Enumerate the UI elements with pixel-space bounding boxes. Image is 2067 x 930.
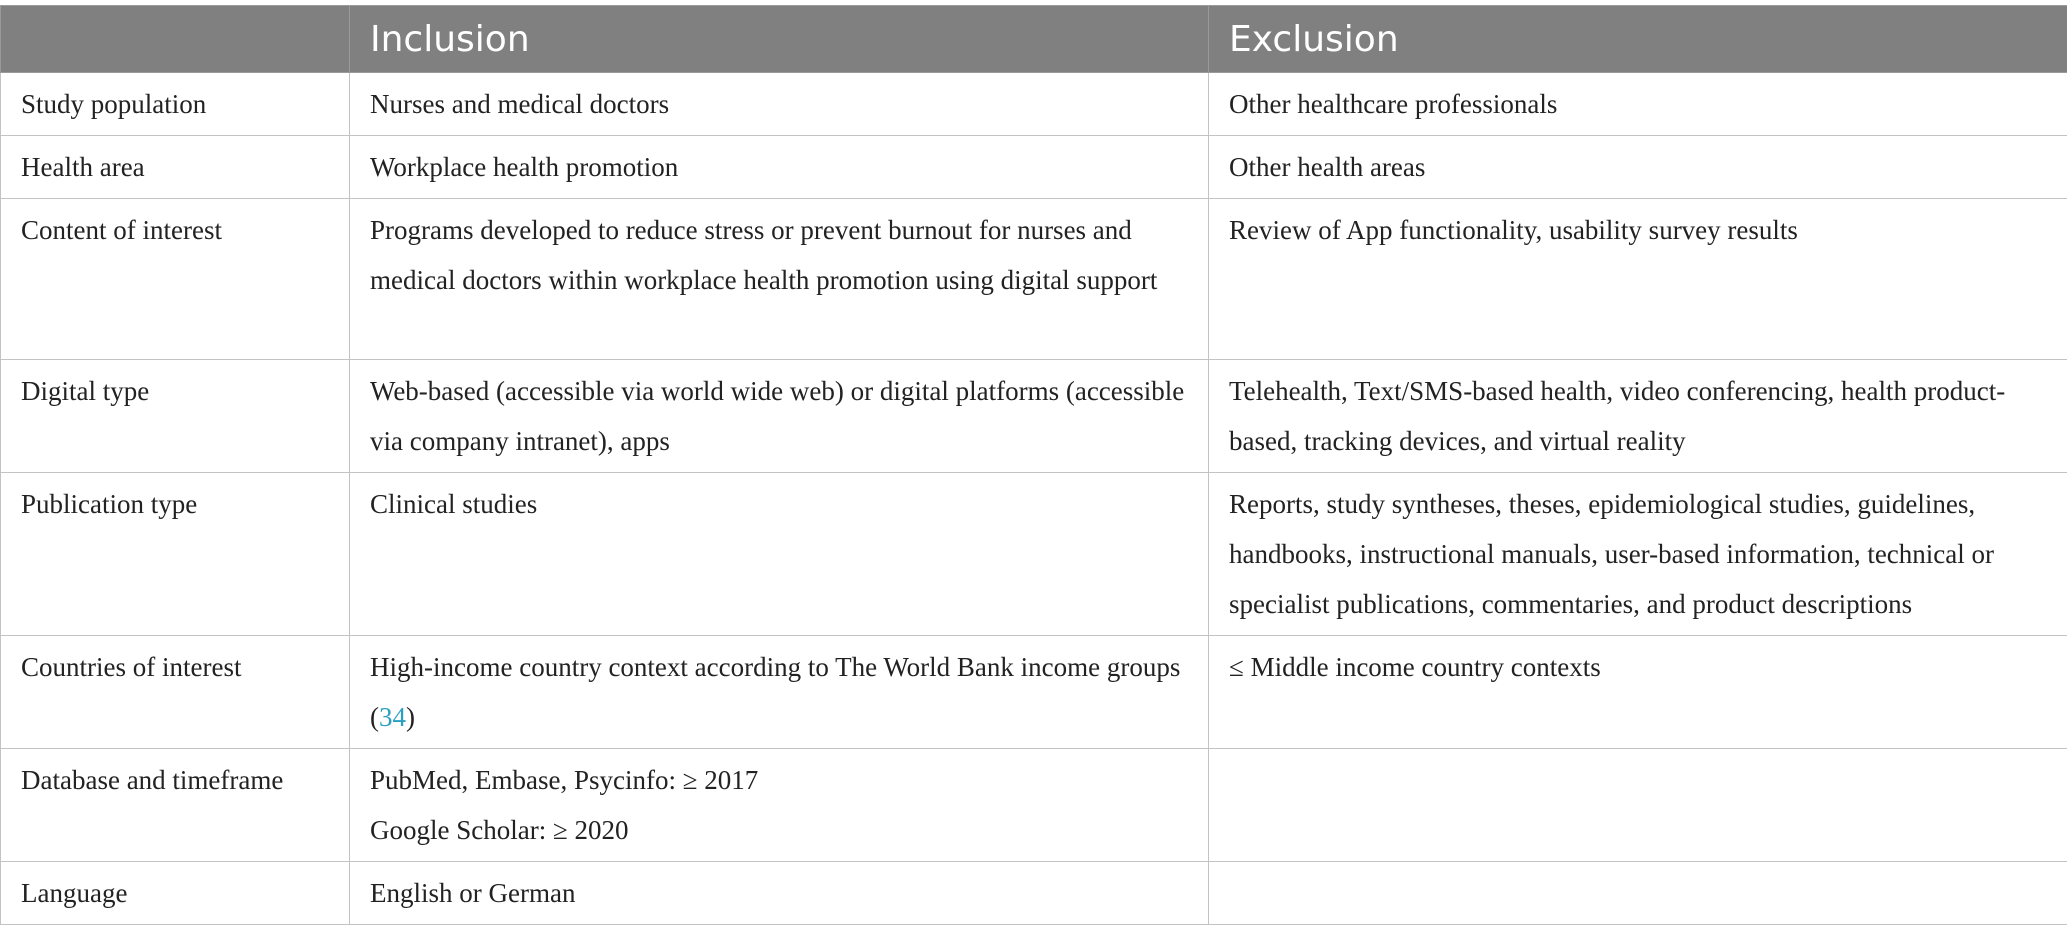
table-row: [1, 136, 2067, 199]
table-row: [1, 360, 2067, 473]
table-row: [1, 862, 2067, 925]
inclusion-cell: Clinical studies: [350, 473, 1209, 636]
exclusion-cell: [1209, 749, 2067, 862]
row-label: Digital type: [1, 360, 350, 473]
row-label: Study population: [1, 73, 350, 136]
table-row: [1, 199, 2067, 360]
criteria-table: [0, 5, 2067, 925]
row-label: Countries of interest: [1, 636, 350, 749]
exclusion-cell: Telehealth, Text/SMS-based health, video conferencing, health product-based, tracking devices, and virtual reality: [1209, 360, 2067, 473]
exclusion-cell: Reports, study syntheses, theses, epidemiological studies, guidelines, handbooks, instructional manuals, user-based information, technical or specialist publications, commentaries, and product descriptions: [1209, 473, 2067, 636]
table-row: [1, 749, 2067, 862]
header-cell-empty: [1, 6, 350, 73]
header-row: [1, 6, 2067, 73]
inclusion-text: High-income country context according to The World Bank income groups (: [370, 652, 1181, 732]
table-body: [1, 73, 2067, 925]
inclusion-cell: [350, 749, 1209, 862]
table-header: [1, 6, 2067, 73]
exclusion-cell: [1209, 862, 2067, 925]
row-label: Content of interest: [1, 199, 350, 360]
exclusion-cell: Review of App functionality, usability survey results: [1209, 199, 2067, 360]
inclusion-text-suffix: ): [406, 702, 415, 732]
inclusion-cell: Nurses and medical doctors: [350, 73, 1209, 136]
row-label: Language: [1, 862, 350, 925]
inclusion-cell: Web-based (accessible via world wide web) or digital platforms (accessible via company intranet), apps: [350, 360, 1209, 473]
table-row: [1, 636, 2067, 749]
row-label: Health area: [1, 136, 350, 199]
header-cell-exclusion: Exclusion: [1209, 6, 2067, 73]
inclusion-cell: Workplace health promotion: [350, 136, 1209, 199]
inclusion-cell: English or German: [350, 862, 1209, 925]
row-label: Database and timeframe: [1, 749, 350, 862]
citation-link[interactable]: 34: [379, 702, 406, 732]
exclusion-cell: Other healthcare professionals: [1209, 73, 2067, 136]
exclusion-cell: ≤ Middle income country contexts: [1209, 636, 2067, 749]
table-row: [1, 473, 2067, 636]
exclusion-cell: Other health areas: [1209, 136, 2067, 199]
inclusion-cell: [350, 636, 1209, 749]
inclusion-line: PubMed, Embase, Psycinfo: ≥ 2017: [370, 765, 759, 795]
inclusion-cell: Programs developed to reduce stress or prevent burnout for nurses and medical doctors within workplace health promotion using digital support: [350, 199, 1209, 360]
inclusion-line: Google Scholar: ≥ 2020: [370, 815, 629, 845]
table-row: [1, 73, 2067, 136]
header-cell-inclusion: Inclusion: [350, 6, 1209, 73]
row-label: Publication type: [1, 473, 350, 636]
